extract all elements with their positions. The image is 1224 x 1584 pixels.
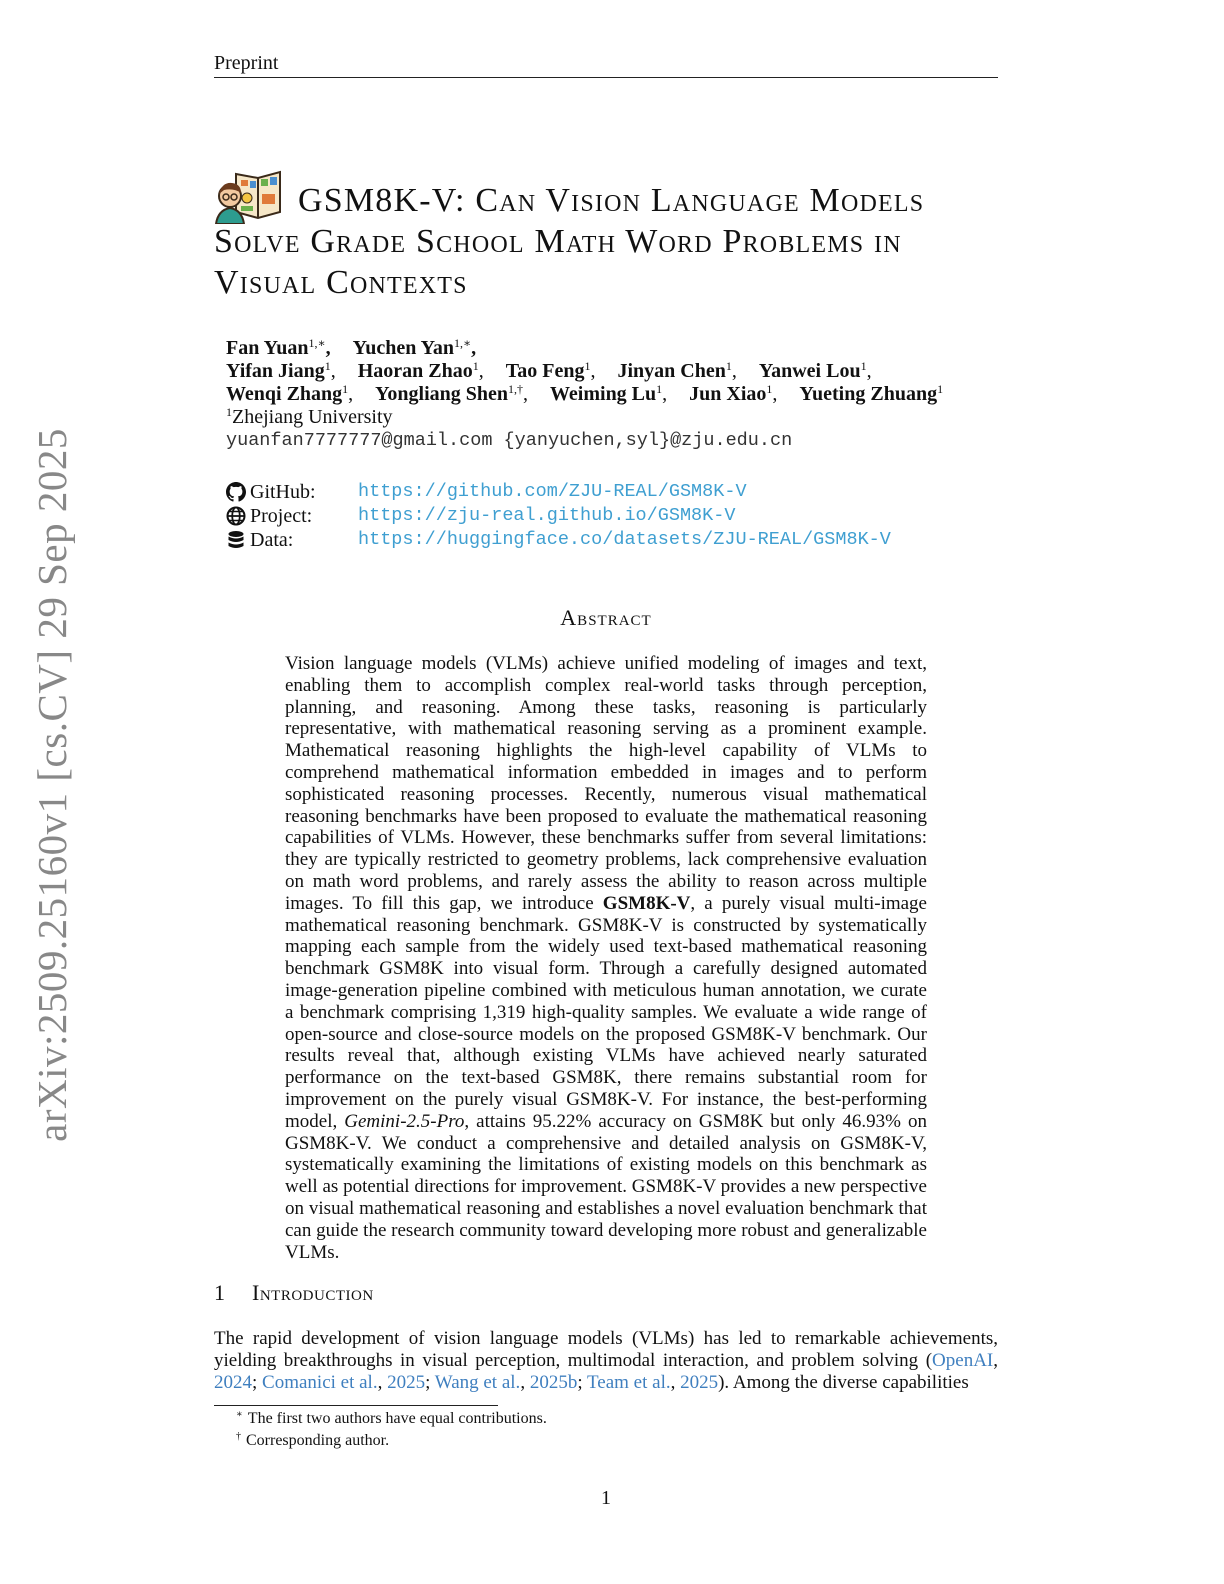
resource-links	[226, 480, 891, 552]
author-name: Tao Feng	[505, 360, 585, 382]
globe-icon	[226, 506, 246, 526]
project-link[interactable]: https://zju-real.github.io/GSM8K-V	[358, 505, 736, 526]
model-name: Gemini-2.5-Pro	[344, 1110, 465, 1132]
citation-year-link[interactable]: 2025	[387, 1372, 426, 1393]
author-name: Wenqi Zhang	[226, 383, 343, 405]
author-name: Yueting Zhuang	[799, 383, 938, 405]
link-row-project	[226, 504, 891, 528]
author-name: Haoran Zhao	[357, 360, 473, 382]
footnote-corresponding-author: † Corresponding author.	[236, 1431, 390, 1449]
paper-title	[214, 180, 998, 303]
link-label: GitHub:	[250, 481, 316, 503]
author-name: Fan Yuan	[226, 337, 309, 359]
database-icon	[226, 530, 246, 550]
author-name: Weiming Lu	[550, 383, 657, 405]
author-block	[226, 337, 943, 452]
footnote-rule	[214, 1405, 498, 1406]
author-emails[interactable]: yuanfan7777777@gmail.com {yanyuchen,syl}@zju.edu.cn	[226, 430, 793, 451]
page-number: 1	[601, 1487, 611, 1509]
link-row-data	[226, 528, 891, 552]
citation-link[interactable]: Wang et al.	[434, 1372, 521, 1393]
author-name: Yuchen Yan	[352, 337, 454, 359]
link-row-github	[226, 480, 891, 504]
citation-link[interactable]: OpenAI	[932, 1350, 994, 1371]
abstract-text: Vision language models (VLMs) achieve unified modeling of images and text, enabling them to accomplish complex real-world tasks through perception, planning, and reasoning. Among these tasks, reasoning is particularly representative, with mathematical reasoning serving as a prominent example. Mathematical reasoning highlights the high-level capability of VLMs to comprehend mathematical information embedded in images and to perform sophisticated reasoning processes. Recently, numerous visual mathematical reasoning benchmarks have been proposed to evaluate the mathematical reasoning capabilities of VLMs. However, these benchmarks suffer from several limitations: they are typically restricted to geometry problems, lack comprehensive evaluation on math word problems, and rarely assess the ability to reason across multiple images. To fill this gap, we introduce GSM8K-V, a purely visual multi-image mathematical reasoning benchmark. GSM8K-V is constructed by systematically mapping each sample from the widely used text-based mathematical reasoning benchmark GSM8K into visual form. Through a carefully designed automated image-generation pipeline combined with meticulous human annotation, we curate a benchmark comprising 1,319 high-quality samples. We evaluate a wide range of open-source and close-source models on the proposed GSM8K-V benchmark. Our results reveal that, although existing VLMs have achieved nearly saturated performance on the text-based GSM8K, there remains substantial room for improvement on the purely visual GSM8K-V. For instance, the best-performing model, Gemini-2.5-Pro, attains 95.22% accuracy on GSM8K but only 46.93% on GSM8K-V. We conduct a comprehensive and detailed analysis on GSM8K-V, systematically examining the limitations of existing models on this benchmark as well as potential directions for improvement. GSM8K-V provides a new perspective on visual mathematical reasoning and establishes a novel evaluation benchmark that can guide the research community toward developing more robust and generalizable VLMs.	[285, 653, 927, 1263]
citation-year-link[interactable]: 2025b	[529, 1372, 578, 1393]
affiliation: $^1$Zhejiang University	[226, 405, 393, 428]
running-header: Preprint	[214, 52, 279, 74]
author-name: Yifan Jiang	[226, 360, 325, 382]
citation-link[interactable]: Team et al.	[587, 1372, 671, 1393]
title-line-3: Visual Contexts	[214, 264, 468, 301]
citation-year-link[interactable]: 2025	[680, 1372, 719, 1393]
footnotes	[236, 1408, 547, 1452]
title-line-2: Solve Grade School Math Word Problems in	[214, 223, 902, 260]
author-line-2: Yifan Jiang$^1$, Haoran Zhao$^1$, Tao Feng$^1$, Jinyan Chen$^1$, Yanwei Lou$^1$,	[226, 359, 872, 382]
citation-year-link[interactable]: 2024	[214, 1372, 252, 1393]
abstract-heading: Abstract	[560, 605, 652, 630]
benchmark-name: GSM8K-V	[602, 892, 691, 914]
author-name: Jinyan Chen	[617, 360, 726, 382]
author-name: Yanwei Lou	[758, 360, 861, 382]
title-line-1: GSM8K-V: Can Vision Language Models	[298, 182, 925, 219]
introduction-paragraph: The rapid development of vision language models (VLMs) has led to remarkable achievements, yielding breakthroughs in visual perception, multimodal interaction, and problem solving (OpenAI, 2024; Comanici et al., 2025; Wang et al., 2025b; Team et al., 2025). Among the diverse capabilities	[214, 1328, 998, 1393]
arxiv-stamp: arXiv:2509.25160v1 [cs.CV] 29 Sep 2025	[29, 428, 75, 1142]
author-line-1: Fan Yuan$^{1,∗}$, Yuchen Yan$^{1,∗}$,	[226, 336, 477, 359]
github-icon	[226, 482, 246, 502]
header-rule	[214, 77, 998, 78]
author-line-3: Wenqi Zhang$^1$, Yongliang Shen$^{1,\dagger}$, Weiming Lu$^1$, Jun Xiao$^1$, Yueting Zhuang$^1$	[226, 382, 944, 405]
link-label: Project:	[250, 505, 313, 527]
data-link[interactable]: https://huggingface.co/datasets/ZJU-REAL/GSM8K-V	[358, 529, 891, 550]
link-label: Data:	[250, 529, 294, 551]
github-link[interactable]: https://github.com/ZJU-REAL/GSM8K-V	[358, 481, 747, 502]
author-name: Yongliang Shen	[375, 383, 509, 405]
footnote-equal-contribution: ∗ The first two authors have equal contributions.	[236, 1409, 547, 1427]
section-heading-introduction: 1 Introduction	[214, 1280, 374, 1305]
author-name: Jun Xiao	[689, 383, 767, 405]
citation-link[interactable]: Comanici et al.	[262, 1372, 378, 1393]
